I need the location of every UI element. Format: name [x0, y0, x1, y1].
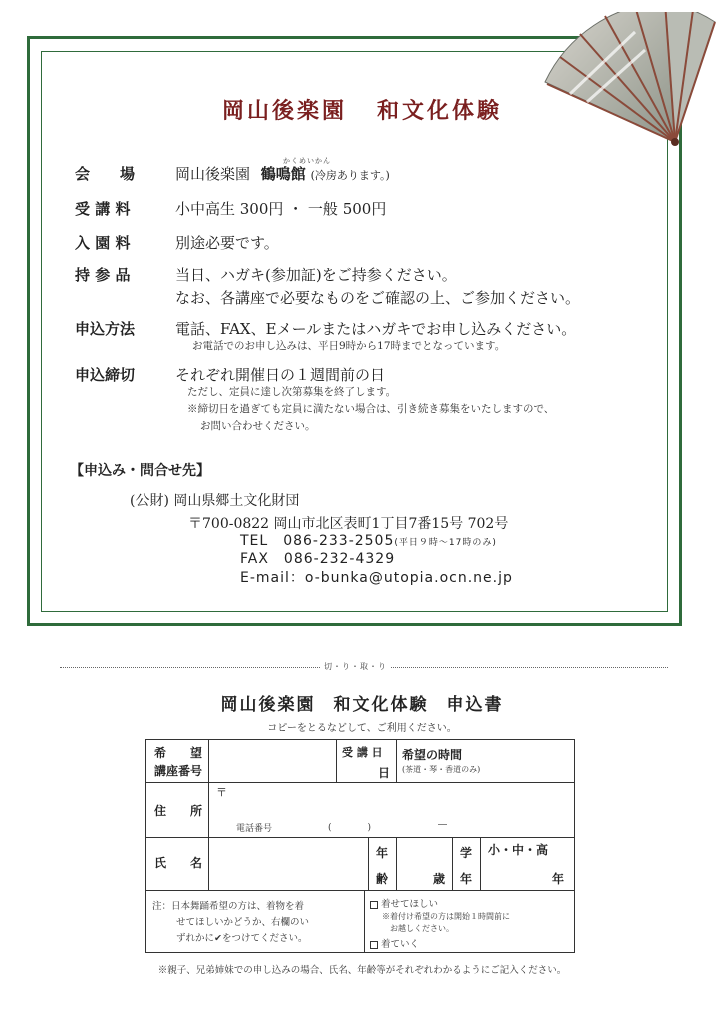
phone-paren: ( ) [328, 823, 372, 833]
event-title-name: 和文化体験 [377, 98, 503, 124]
folding-fan-icon [540, 12, 720, 162]
venue-hall-reading: かくめいかん [283, 157, 331, 165]
wish-course-field[interactable] [210, 742, 334, 780]
postal-mark: 〒 [216, 786, 227, 799]
bring-value-2: なお、各講座で必要なものをご確認の上、ご参加ください。 [175, 289, 581, 307]
age-label-2: 齢 [376, 872, 389, 886]
grade-options[interactable]: 小・中・高 [488, 843, 549, 857]
form-title-event: 和文化体験 [333, 695, 429, 715]
venue-hall: 鶴鳴館 [260, 165, 306, 183]
option-dress-note-1: ※着付け希望の方は開始１時間前に [382, 912, 510, 921]
contact-org: (公財) 岡山県郷土文化財団 [130, 493, 300, 509]
admission-label: 入 園 料 [75, 234, 131, 252]
venue-value: 岡山後楽園 鶴鳴館 (冷房あります。) [175, 165, 390, 183]
date-label-1: 受 講 日 [342, 746, 383, 759]
form-divider [208, 782, 209, 837]
contact-tel: TEL 086-233-2505 [240, 533, 395, 549]
form-divider [146, 890, 574, 891]
grade-label-2: 年 [460, 872, 473, 886]
form-divider [336, 740, 337, 782]
venue-label: 会 場 [75, 165, 136, 183]
form-divider [146, 782, 574, 783]
option-dress-note-2: お越しください。 [390, 924, 454, 933]
option-dress[interactable]: 着せてほしい [370, 896, 438, 910]
bring-value-1: 当日、ハガキ(参加証)をご持参ください。 [175, 266, 457, 284]
address-field[interactable] [210, 784, 572, 818]
form-subtitle: コピーをとるなどして、ご利用ください。 [267, 723, 457, 734]
contact-tel-note: (平日９時～17時のみ) [394, 538, 497, 548]
form-divider [368, 837, 369, 890]
venue-note: (冷房あります。) [310, 169, 390, 182]
event-title-place: 岡山後楽園 [221, 98, 347, 124]
form-divider [480, 837, 481, 890]
kimono-note-1: 注：日本舞踊希望の方は、着物を着 [152, 901, 305, 912]
name-label: 氏 名 [154, 856, 203, 870]
phone-label: 電話番号 [236, 824, 273, 834]
form-title-place: 岡山後楽園 [220, 695, 316, 715]
contact-address: 〒700-0822 岡山市北区表町1丁目7番15号 702号 [188, 516, 509, 532]
fee-label: 受 講 料 [75, 200, 131, 218]
age-unit: 歳 [433, 872, 446, 886]
form-divider [396, 740, 397, 782]
self-checkbox[interactable] [370, 941, 378, 949]
deadline-note-1: ただし、定員に達し次第募集を終了します。 [187, 386, 397, 398]
dress-checkbox[interactable] [370, 901, 378, 909]
deadline-value: それぞれ開催日の１週間前の日 [175, 366, 386, 384]
wish-label-1: 希 望 [154, 746, 203, 760]
cut-label: 切・り・取・り [320, 661, 391, 672]
kimono-note-3: ずれかに✔をつけてください。 [176, 933, 308, 944]
phone-dash: ― [438, 820, 447, 830]
grade-label-1: 学 [460, 846, 473, 860]
application-form [145, 739, 575, 953]
form-divider [396, 837, 397, 890]
deadline-label: 申込締切 [75, 366, 136, 384]
apply-note: お電話でのお申し込みは、平日9時から17時までとなっています。 [192, 340, 506, 352]
option-self[interactable]: 着ていく [370, 936, 419, 950]
form-divider [364, 890, 365, 952]
time-label: 希望の時間 [402, 748, 463, 762]
wish-label-2: 講座番号 [154, 764, 203, 778]
wish-time-field[interactable] [506, 742, 572, 780]
contact-fax: FAX 086-232-4329 [240, 551, 396, 567]
time-note: (茶道・琴・香道のみ) [402, 765, 481, 774]
contact-heading: 【申込み・問合せ先】 [70, 463, 210, 479]
age-label-1: 年 [376, 846, 389, 860]
fee-value: 小中高生 300円 ・ 一般 500円 [175, 200, 387, 218]
date-label-2: 日 [378, 766, 391, 780]
bring-label: 持 参 品 [75, 266, 131, 284]
contact-tel-row [240, 530, 497, 550]
grade-unit: 年 [552, 872, 565, 886]
deadline-note-2: ※締切日を過ぎても定員に満たない場合は、引き続き募集をいたしますので、 [187, 403, 555, 415]
footnote: ※親子、兄弟姉妹での申し込みの場合、氏名、年齢等がそれぞれわかるようにご記入ください。 [157, 965, 567, 976]
apply-value: 電話、FAX、Eメールまたはハガキでお申し込みください。 [175, 320, 577, 338]
form-divider [146, 837, 574, 838]
form-title-doc: 申込書 [446, 695, 504, 715]
form-title [0, 690, 724, 715]
form-divider [208, 837, 209, 890]
event-title [0, 94, 724, 125]
deadline-note-3: お問い合わせください。 [200, 420, 316, 432]
apply-label: 申込方法 [75, 320, 136, 338]
contact-email[interactable]: E-mail：o-bunka@utopia.ocn.ne.jp [240, 570, 513, 586]
address-label: 住 所 [154, 804, 203, 818]
form-divider [452, 837, 453, 890]
admission-value: 別途必要です。 [175, 234, 279, 252]
form-divider [208, 740, 209, 782]
age-field[interactable] [398, 839, 432, 888]
kimono-note-2: せてほしいかどうか、右欄のい [176, 917, 310, 928]
name-field[interactable] [210, 839, 366, 888]
